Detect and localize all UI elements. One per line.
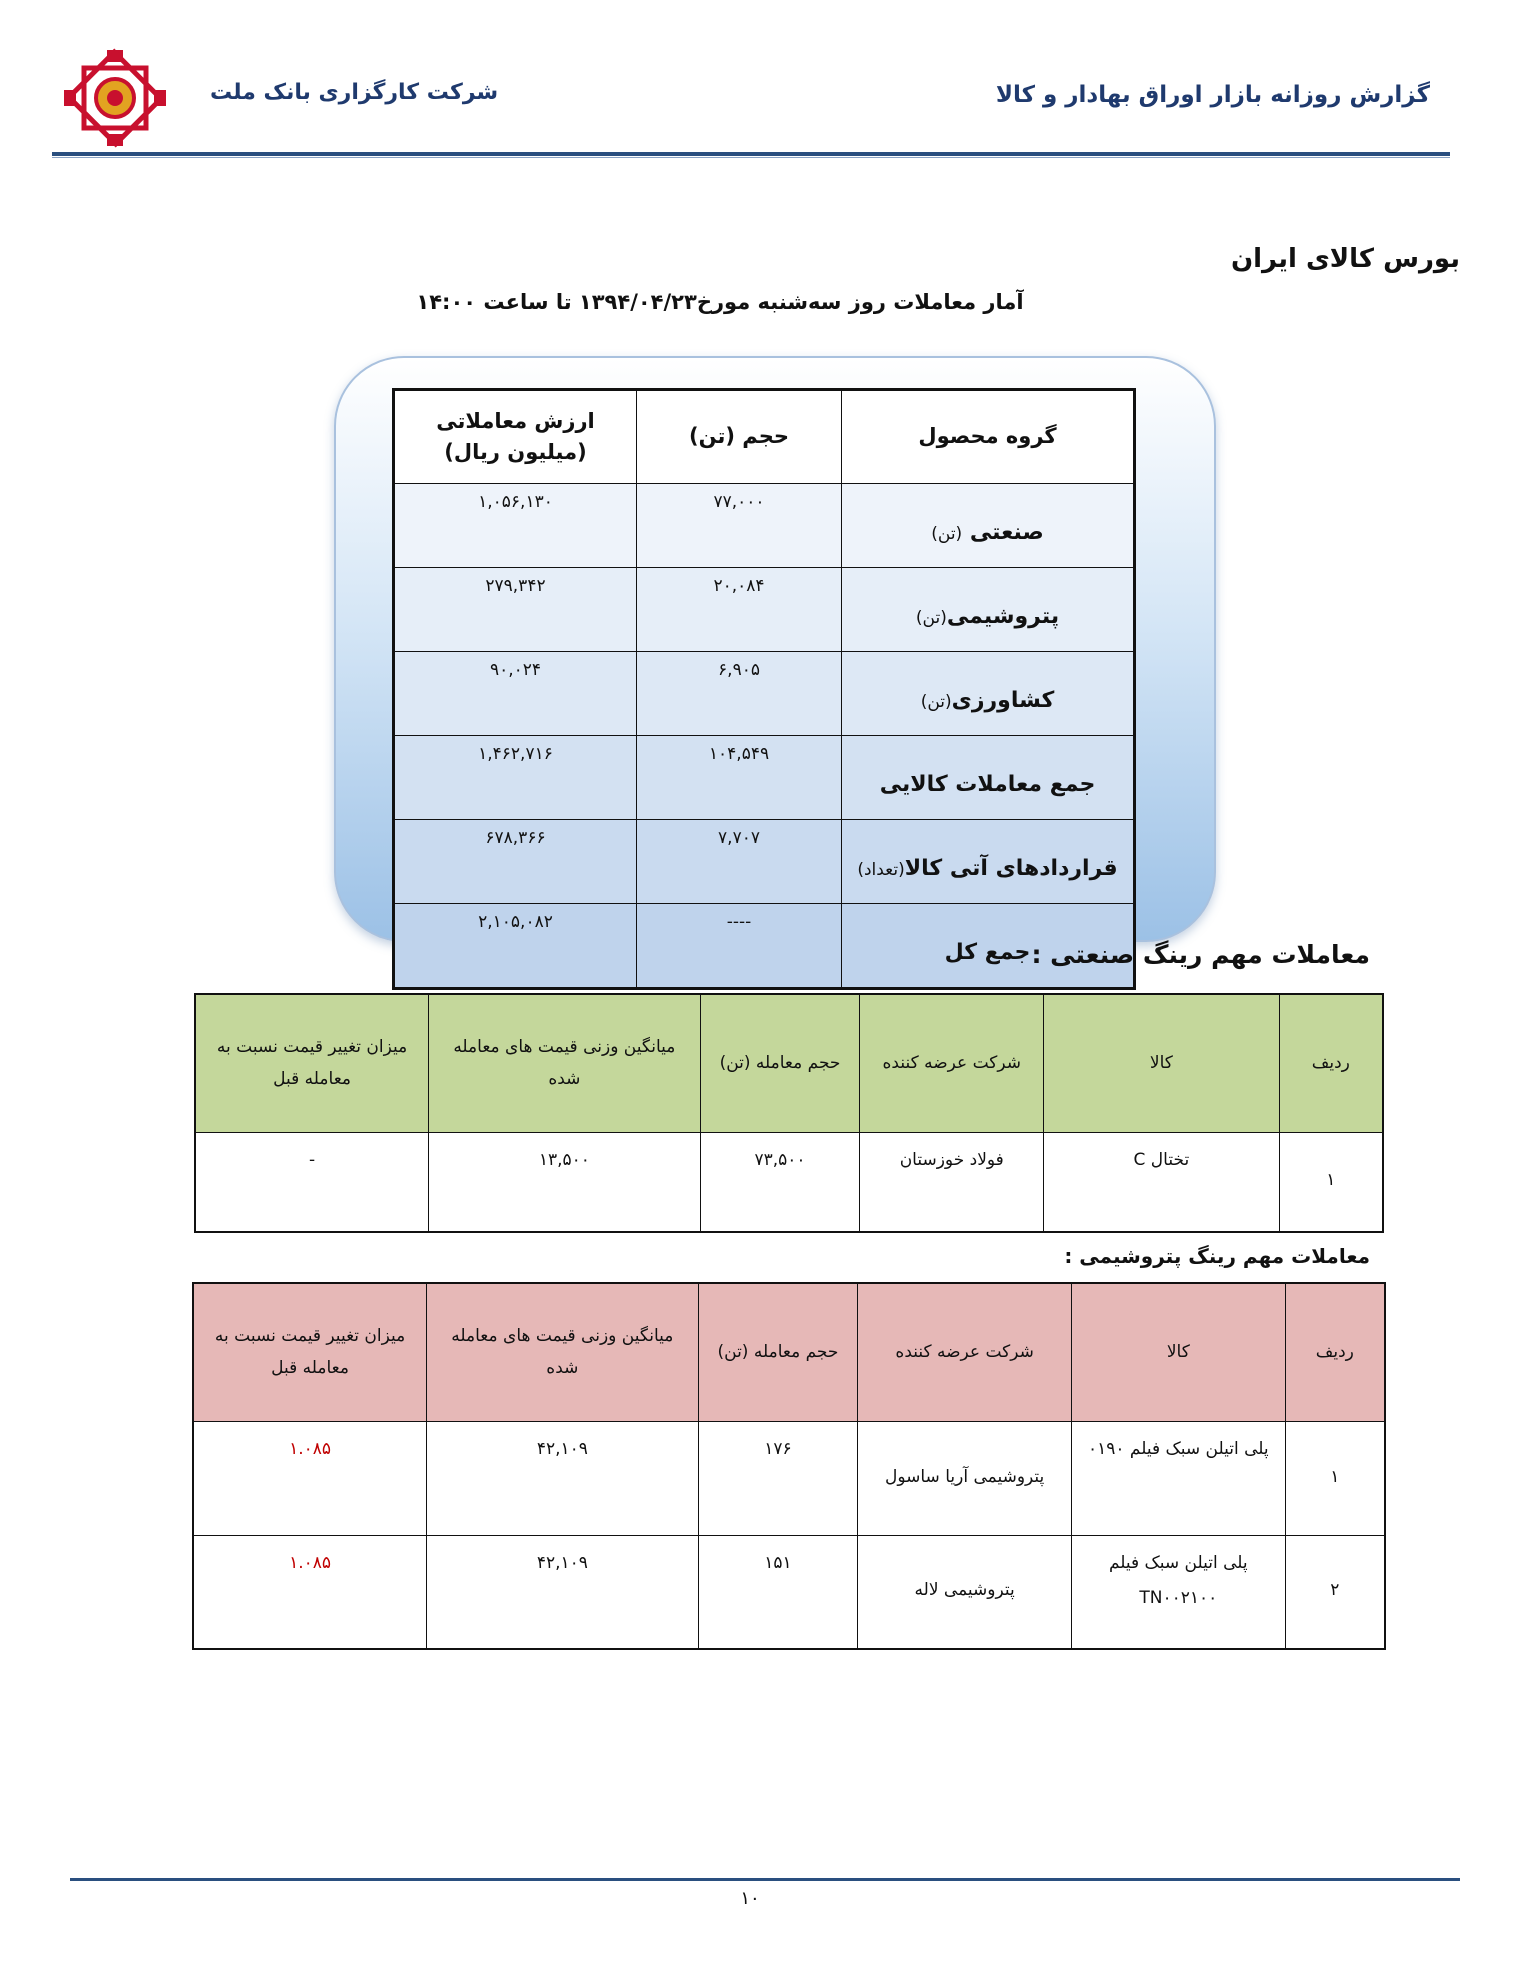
- header-supplier: شرکت عرضه کننده: [860, 994, 1044, 1132]
- summary-table: [392, 388, 1136, 990]
- value-cell: ۹۰,۰۲۴: [394, 652, 637, 736]
- header-avg-price: میانگین وزنی قیمت های معامله شده: [429, 994, 701, 1132]
- summary-row: [394, 820, 1135, 904]
- summary-header-row: [394, 390, 1135, 484]
- group-label: جمع کل: [944, 939, 1031, 965]
- commodity-cell: تختال C: [1044, 1132, 1280, 1232]
- volume-cell: ۲۰,۰۸۴: [637, 568, 842, 652]
- table-row: [193, 1421, 1385, 1535]
- group-unit: (تن): [931, 523, 963, 544]
- group-label: قراردادهای آتی کالا: [904, 855, 1118, 881]
- group-cell: [842, 568, 1135, 652]
- price-change-cell: ۱.۰۸۵: [193, 1535, 427, 1649]
- footer-divider: [70, 1878, 1460, 1881]
- group-label: کشاورزی: [951, 687, 1055, 713]
- table-row: [195, 1132, 1383, 1232]
- group-unit: (تعداد): [857, 859, 905, 880]
- header-trade-value: [394, 390, 637, 484]
- group-unit: (تن): [915, 607, 947, 628]
- header-trade-volume: حجم معامله (تن): [700, 994, 860, 1132]
- commodity-cell: پلی اتیلن سبک فیلم TN۰۰۲۱۰۰: [1071, 1535, 1285, 1649]
- industrial-ring-title: معاملات مهم رینگ صنعتی :: [1031, 940, 1370, 969]
- supplier-cell: فولاد خوزستان: [860, 1132, 1044, 1232]
- stats-subtitle: آمار معاملات روز سه‌شنبه مورخ۱۳۹۴/۰۴/۲۳ تا ساعت ۱۴:۰۰: [416, 290, 1024, 314]
- group-cell: [842, 652, 1135, 736]
- summary-row: [394, 568, 1135, 652]
- header-commodity: کالا: [1044, 994, 1280, 1132]
- value-cell: ۱,۴۶۲,۷۱۶: [394, 736, 637, 820]
- group-cell: [842, 484, 1135, 568]
- header-row-number: ردیف: [1285, 1283, 1385, 1421]
- petrochemical-ring-title: معاملات مهم رینگ پتروشیمی :: [1064, 1244, 1370, 1268]
- company-logo: [60, 48, 170, 148]
- page-number: ۱۰: [740, 1888, 760, 1909]
- table-row: [193, 1535, 1385, 1649]
- header-avg-price: میانگین وزنی قیمت های معامله شده: [427, 1283, 698, 1421]
- header-price-change: میزان تغییر قیمت نسبت به معامله قبل: [195, 994, 429, 1132]
- header-volume: حجم (تن): [637, 390, 842, 484]
- section-title: بورس کالای ایران: [1230, 244, 1460, 274]
- group-unit: (تن): [920, 691, 952, 712]
- volume-cell: ۷,۷۰۷: [637, 820, 842, 904]
- volume-cell: ۱۰۴,۵۴۹: [637, 736, 842, 820]
- summary-row: [394, 484, 1135, 568]
- avg-price-cell: ۴۲,۱۰۹: [427, 1535, 698, 1649]
- header-trade-volume: حجم معامله (تن): [698, 1283, 858, 1421]
- header-row-number: ردیف: [1279, 994, 1383, 1132]
- group-label: جمع معاملات کالایی: [879, 771, 1096, 797]
- industrial-header-row: [195, 994, 1383, 1132]
- header-product-group: گروه محصول: [842, 390, 1135, 484]
- volume-cell: ۷۳,۵۰۰: [700, 1132, 860, 1232]
- volume-cell: ۱۷۶: [698, 1421, 858, 1535]
- group-cell: [842, 736, 1135, 820]
- volume-cell: ۷۷,۰۰۰: [637, 484, 842, 568]
- summary-row: [394, 736, 1135, 820]
- price-change-cell: ۱.۰۸۵: [193, 1421, 427, 1535]
- report-title: گزارش روزانه بازار اوراق بهادار و کالا: [995, 82, 1430, 108]
- supplier-cell: پتروشیمی آریا ساسول: [858, 1421, 1072, 1535]
- value-cell: ۱,۰۵۶,۱۳۰: [394, 484, 637, 568]
- header-supplier: شرکت عرضه کننده: [858, 1283, 1072, 1421]
- volume-cell: ۶,۹۰۵: [637, 652, 842, 736]
- volume-cell: ----: [637, 904, 842, 989]
- avg-price-cell: ۱۳,۵۰۰: [429, 1132, 701, 1232]
- supplier-cell: پتروشیمی لاله: [858, 1535, 1072, 1649]
- header-divider: [52, 152, 1450, 156]
- header-divider-thin: [52, 157, 1450, 158]
- value-cell: ۲۷۹,۳۴۲: [394, 568, 637, 652]
- petrochemical-ring-table: [192, 1282, 1386, 1650]
- avg-price-cell: ۴۲,۱۰۹: [427, 1421, 698, 1535]
- value-cell: ۶۷۸,۳۶۶: [394, 820, 637, 904]
- group-cell: [842, 820, 1135, 904]
- industrial-ring-table: [194, 993, 1384, 1233]
- group-label: صنعتی: [969, 519, 1044, 545]
- row-number-cell: ۱: [1279, 1132, 1383, 1232]
- row-number-cell: ۲: [1285, 1535, 1385, 1649]
- value-cell: ۲,۱۰۵,۰۸۲: [394, 904, 637, 989]
- summary-row: [394, 652, 1135, 736]
- header-price-change: میزان تغییر قیمت نسبت به معامله قبل: [193, 1283, 427, 1421]
- company-name: شرکت کارگزاری بانک ملت: [210, 80, 499, 105]
- row-number-cell: ۱: [1285, 1421, 1385, 1535]
- petrochemical-header-row: [193, 1283, 1385, 1421]
- group-label: پتروشیمی: [946, 603, 1060, 629]
- header-commodity: کالا: [1071, 1283, 1285, 1421]
- price-change-cell: -: [195, 1132, 429, 1232]
- header-trade-value-text: ارزش معاملاتی (میلیون ریال): [436, 408, 595, 464]
- commodity-cell: پلی اتیلن سبک فیلم ۰۱۹۰: [1071, 1421, 1285, 1535]
- volume-cell: ۱۵۱: [698, 1535, 858, 1649]
